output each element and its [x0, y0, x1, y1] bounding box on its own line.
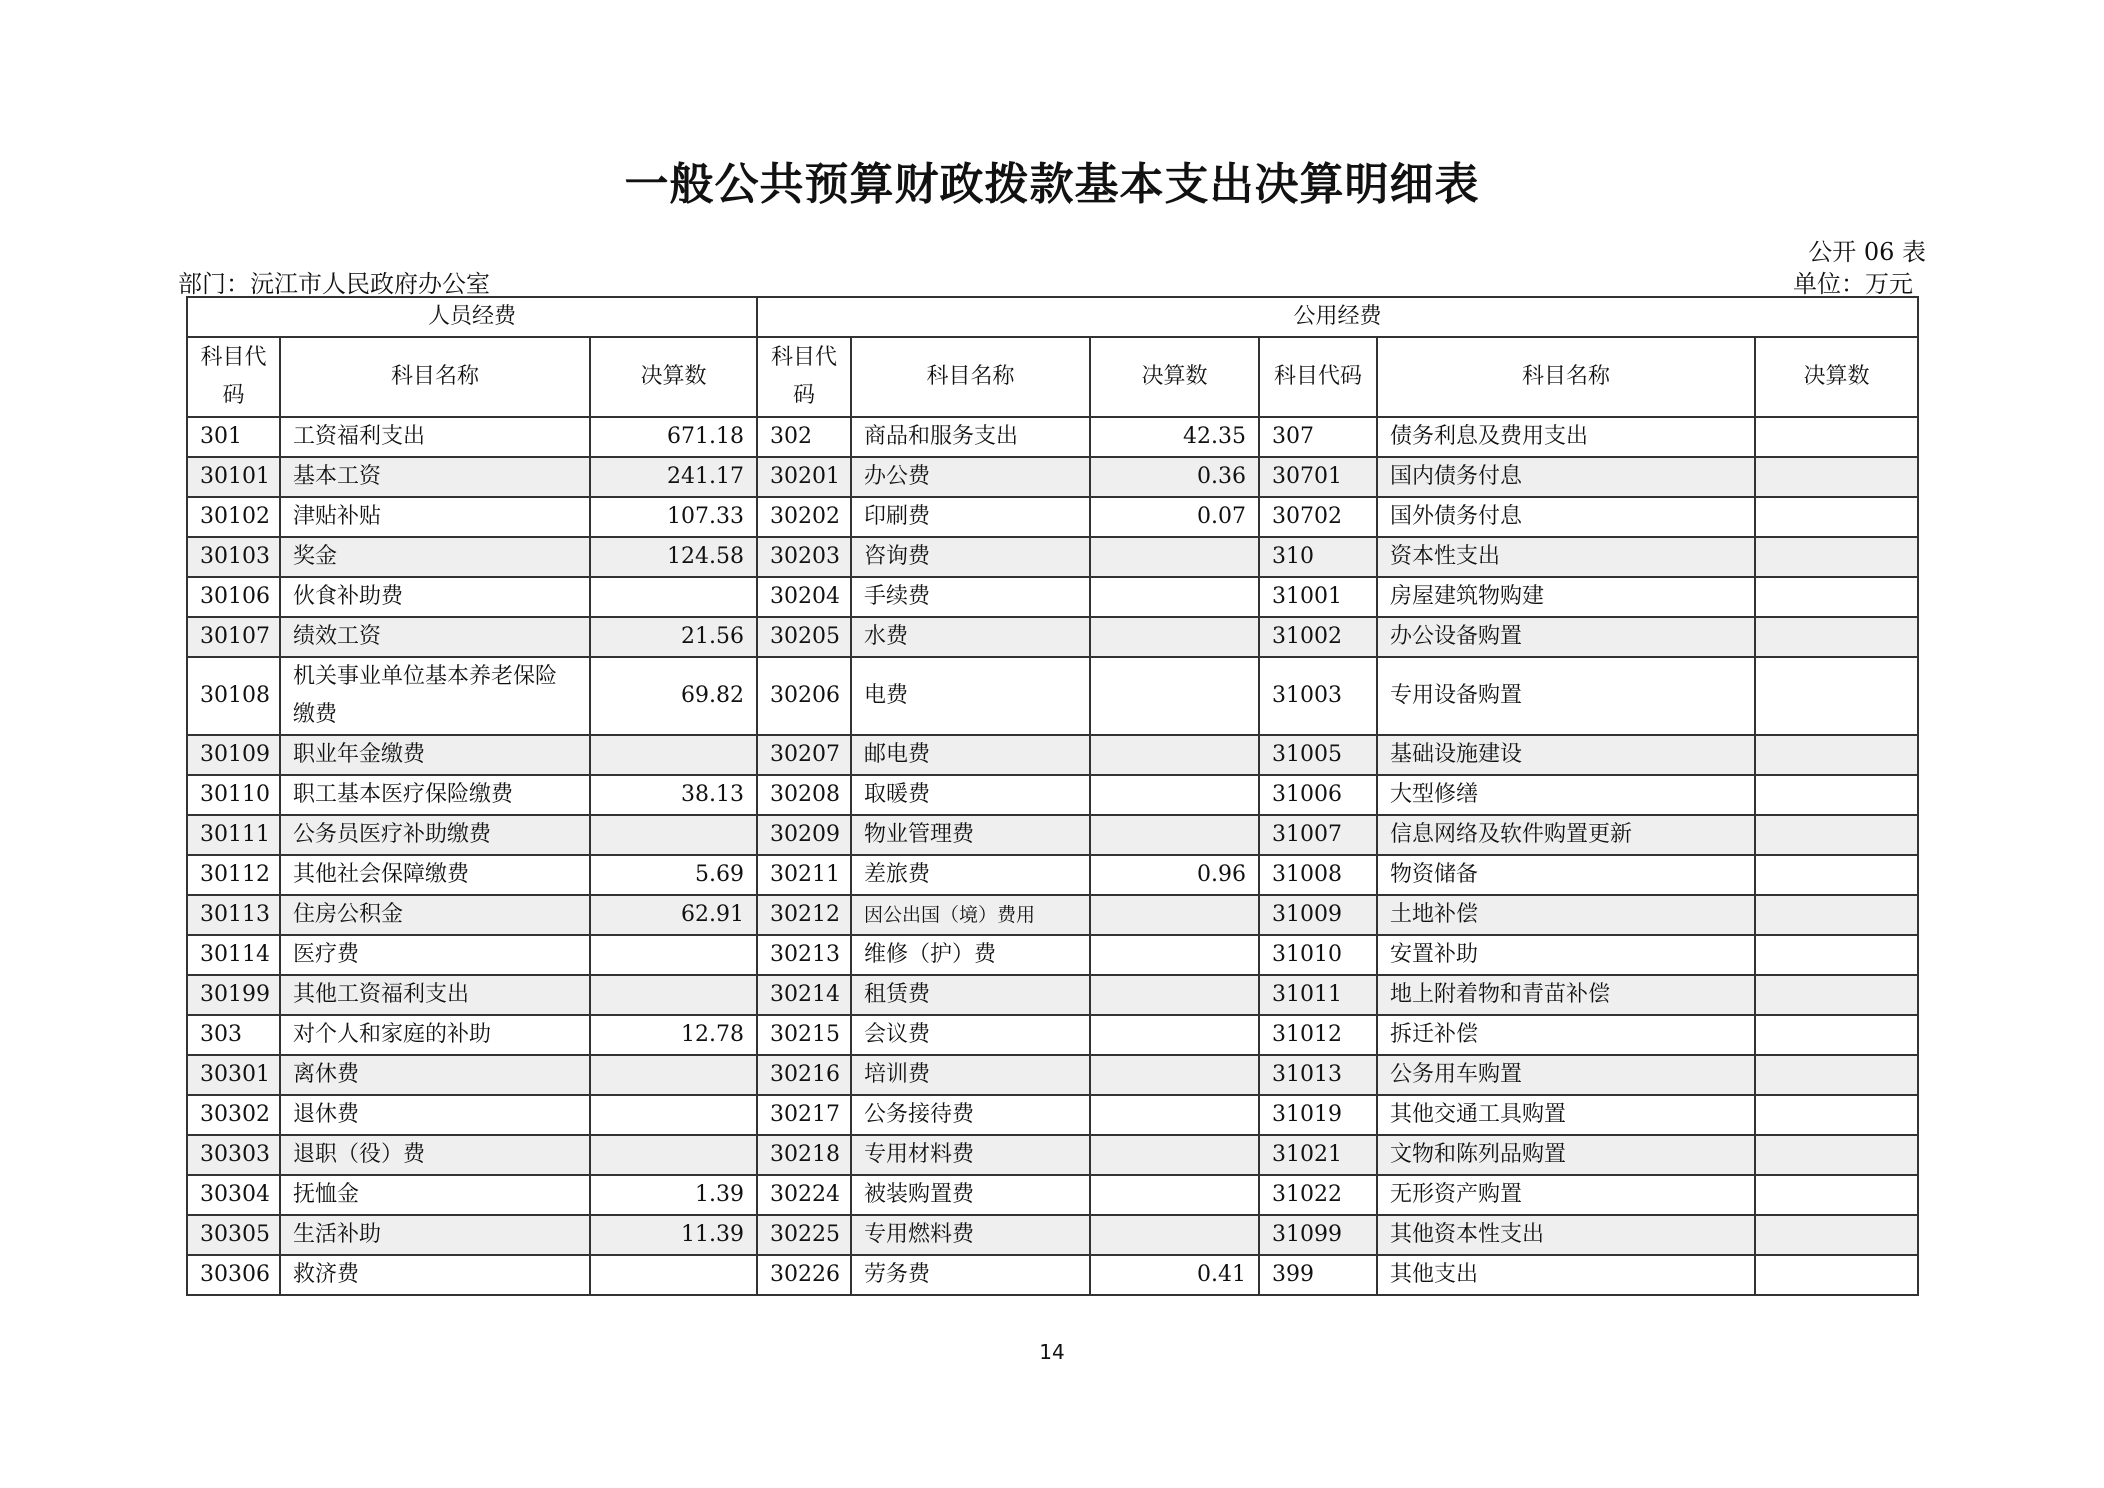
code-capital: 31001 — [1259, 577, 1377, 617]
code-capital: 31099 — [1259, 1215, 1377, 1255]
name-goods: 维修（护）费 — [851, 935, 1090, 975]
header-code-a: 科目代码 — [187, 337, 280, 417]
table-row — [187, 775, 1918, 815]
amount-capital — [1755, 1255, 1918, 1295]
page-number: 14 — [1039, 1340, 1065, 1364]
amount-goods — [1090, 657, 1259, 735]
name-personnel: 退休费 — [280, 1095, 590, 1135]
code-goods: 30213 — [757, 935, 851, 975]
name-capital: 债务利息及费用支出 — [1377, 417, 1755, 457]
name-personnel: 退职（役）费 — [280, 1135, 590, 1175]
amount-personnel — [590, 935, 757, 975]
name-personnel: 对个人和家庭的补助 — [280, 1015, 590, 1055]
code-capital: 31002 — [1259, 617, 1377, 657]
code-personnel: 30305 — [187, 1215, 280, 1255]
name-capital: 专用设备购置 — [1377, 657, 1755, 735]
department-label: 部门：沅江市人民政府办公室 — [178, 270, 490, 298]
amount-goods — [1090, 1095, 1259, 1135]
name-goods: 专用燃料费 — [851, 1215, 1090, 1255]
name-personnel: 绩效工资 — [280, 617, 590, 657]
name-goods: 咨询费 — [851, 537, 1090, 577]
code-capital: 31008 — [1259, 855, 1377, 895]
amount-capital — [1755, 617, 1918, 657]
table-row — [187, 975, 1918, 1015]
amount-personnel: 38.13 — [590, 775, 757, 815]
header-code-b: 科目代码 — [757, 337, 851, 417]
code-personnel: 30111 — [187, 815, 280, 855]
name-capital: 大型修缮 — [1377, 775, 1755, 815]
amount-personnel: 69.82 — [590, 657, 757, 735]
name-goods: 印刷费 — [851, 497, 1090, 537]
code-capital: 30701 — [1259, 457, 1377, 497]
amount-capital — [1755, 855, 1918, 895]
code-goods: 30207 — [757, 735, 851, 775]
amount-personnel — [590, 1135, 757, 1175]
name-capital: 土地补偿 — [1377, 895, 1755, 935]
amount-personnel: 107.33 — [590, 497, 757, 537]
amount-personnel: 62.91 — [590, 895, 757, 935]
amount-goods: 0.07 — [1090, 497, 1259, 537]
amount-goods: 0.41 — [1090, 1255, 1259, 1295]
amount-personnel — [590, 1095, 757, 1135]
code-personnel: 301 — [187, 417, 280, 457]
code-goods: 30212 — [757, 895, 851, 935]
name-capital: 国外债务付息 — [1377, 497, 1755, 537]
amount-goods — [1090, 815, 1259, 855]
name-goods: 邮电费 — [851, 735, 1090, 775]
amount-capital — [1755, 497, 1918, 537]
amount-goods — [1090, 895, 1259, 935]
amount-personnel: 124.58 — [590, 537, 757, 577]
table-row — [187, 417, 1918, 457]
name-personnel: 其他社会保障缴费 — [280, 855, 590, 895]
code-personnel: 30109 — [187, 735, 280, 775]
name-capital: 基础设施建设 — [1377, 735, 1755, 775]
code-personnel: 30101 — [187, 457, 280, 497]
code-personnel: 30114 — [187, 935, 280, 975]
code-goods: 30211 — [757, 855, 851, 895]
name-capital: 资本性支出 — [1377, 537, 1755, 577]
name-personnel: 职业年金缴费 — [280, 735, 590, 775]
code-personnel: 30302 — [187, 1095, 280, 1135]
unit-label: 单位：万元 — [1793, 270, 1913, 298]
name-personnel: 职工基本医疗保险缴费 — [280, 775, 590, 815]
name-goods: 物业管理费 — [851, 815, 1090, 855]
name-capital: 其他支出 — [1377, 1255, 1755, 1295]
code-personnel: 30303 — [187, 1135, 280, 1175]
code-goods: 30205 — [757, 617, 851, 657]
amount-capital — [1755, 895, 1918, 935]
amount-capital — [1755, 417, 1918, 457]
code-capital: 31011 — [1259, 975, 1377, 1015]
name-personnel: 救济费 — [280, 1255, 590, 1295]
code-personnel: 30106 — [187, 577, 280, 617]
code-capital: 31005 — [1259, 735, 1377, 775]
expenditure-table — [186, 296, 1919, 1296]
code-personnel: 30107 — [187, 617, 280, 657]
name-capital: 物资储备 — [1377, 855, 1755, 895]
name-capital: 文物和陈列品购置 — [1377, 1135, 1755, 1175]
code-goods: 302 — [757, 417, 851, 457]
amount-personnel: 12.78 — [590, 1015, 757, 1055]
table-row — [187, 1175, 1918, 1215]
amount-personnel: 241.17 — [590, 457, 757, 497]
amount-capital — [1755, 577, 1918, 617]
name-capital: 其他交通工具购置 — [1377, 1095, 1755, 1135]
amount-personnel: 5.69 — [590, 855, 757, 895]
name-goods: 手续费 — [851, 577, 1090, 617]
name-personnel: 抚恤金 — [280, 1175, 590, 1215]
amount-goods — [1090, 1135, 1259, 1175]
name-goods: 办公费 — [851, 457, 1090, 497]
name-personnel: 基本工资 — [280, 457, 590, 497]
group-public: 公用经费 — [757, 297, 1918, 337]
table-row — [187, 815, 1918, 855]
code-capital: 31007 — [1259, 815, 1377, 855]
name-capital: 国内债务付息 — [1377, 457, 1755, 497]
column-header-row — [187, 337, 1918, 417]
amount-goods — [1090, 935, 1259, 975]
table-row — [187, 1015, 1918, 1055]
code-goods: 30203 — [757, 537, 851, 577]
code-personnel: 30110 — [187, 775, 280, 815]
table-row — [187, 457, 1918, 497]
amount-goods — [1090, 1055, 1259, 1095]
amount-goods: 0.96 — [1090, 855, 1259, 895]
code-goods: 30215 — [757, 1015, 851, 1055]
table-row — [187, 735, 1918, 775]
code-personnel: 30304 — [187, 1175, 280, 1215]
amount-capital — [1755, 1135, 1918, 1175]
code-capital: 31012 — [1259, 1015, 1377, 1055]
name-personnel: 公务员医疗补助缴费 — [280, 815, 590, 855]
amount-goods — [1090, 1215, 1259, 1255]
table-row — [187, 577, 1918, 617]
code-personnel: 30108 — [187, 657, 280, 735]
code-capital: 31010 — [1259, 935, 1377, 975]
code-goods: 30204 — [757, 577, 851, 617]
header-code-c: 科目代码 — [1259, 337, 1377, 417]
name-capital: 办公设备购置 — [1377, 617, 1755, 657]
amount-capital — [1755, 1055, 1918, 1095]
amount-personnel: 671.18 — [590, 417, 757, 457]
name-goods: 公务接待费 — [851, 1095, 1090, 1135]
code-goods: 30202 — [757, 497, 851, 537]
header-name-b: 科目名称 — [851, 337, 1090, 417]
code-capital: 31021 — [1259, 1135, 1377, 1175]
code-capital: 30702 — [1259, 497, 1377, 537]
name-capital: 无形资产购置 — [1377, 1175, 1755, 1215]
name-goods: 因公出国（境）费用 — [851, 895, 1090, 935]
name-capital: 拆迁补偿 — [1377, 1015, 1755, 1055]
table-row — [187, 1095, 1918, 1135]
code-capital: 310 — [1259, 537, 1377, 577]
name-capital: 安置补助 — [1377, 935, 1755, 975]
name-personnel: 医疗费 — [280, 935, 590, 975]
amount-goods — [1090, 617, 1259, 657]
header-name-c: 科目名称 — [1377, 337, 1755, 417]
name-goods: 劳务费 — [851, 1255, 1090, 1295]
amount-goods — [1090, 1015, 1259, 1055]
code-personnel: 30301 — [187, 1055, 280, 1095]
code-capital: 31019 — [1259, 1095, 1377, 1135]
form-number: 公开 06 表 — [1808, 238, 1926, 266]
header-amount-c: 决算数 — [1755, 337, 1918, 417]
table-row — [187, 1135, 1918, 1175]
amount-personnel: 11.39 — [590, 1215, 757, 1255]
name-goods: 专用材料费 — [851, 1135, 1090, 1175]
amount-personnel — [590, 735, 757, 775]
table-row — [187, 537, 1918, 577]
amount-personnel — [590, 975, 757, 1015]
table-row — [187, 497, 1918, 537]
amount-goods: 42.35 — [1090, 417, 1259, 457]
name-personnel: 机关事业单位基本养老保险缴费 — [280, 657, 590, 735]
code-capital: 31013 — [1259, 1055, 1377, 1095]
code-goods: 30218 — [757, 1135, 851, 1175]
code-personnel: 30103 — [187, 537, 280, 577]
code-personnel: 30113 — [187, 895, 280, 935]
code-goods: 30201 — [757, 457, 851, 497]
amount-goods — [1090, 1175, 1259, 1215]
table-row — [187, 1215, 1918, 1255]
name-goods: 租赁费 — [851, 975, 1090, 1015]
name-personnel: 奖金 — [280, 537, 590, 577]
code-goods: 30209 — [757, 815, 851, 855]
name-capital: 房屋建筑物购建 — [1377, 577, 1755, 617]
amount-personnel — [590, 577, 757, 617]
amount-personnel: 1.39 — [590, 1175, 757, 1215]
code-personnel: 303 — [187, 1015, 280, 1055]
table-row — [187, 1055, 1918, 1095]
amount-goods — [1090, 775, 1259, 815]
name-personnel: 伙食补助费 — [280, 577, 590, 617]
name-capital: 信息网络及软件购置更新 — [1377, 815, 1755, 855]
amount-capital — [1755, 1095, 1918, 1135]
amount-capital — [1755, 457, 1918, 497]
amount-goods — [1090, 537, 1259, 577]
code-goods: 30216 — [757, 1055, 851, 1095]
name-goods: 水费 — [851, 617, 1090, 657]
amount-capital — [1755, 935, 1918, 975]
code-personnel: 30306 — [187, 1255, 280, 1295]
header-amount-a: 决算数 — [590, 337, 757, 417]
table-row — [187, 895, 1918, 935]
code-goods: 30225 — [757, 1215, 851, 1255]
amount-personnel — [590, 1255, 757, 1295]
code-goods: 30208 — [757, 775, 851, 815]
header-amount-b: 决算数 — [1090, 337, 1259, 417]
name-capital: 其他资本性支出 — [1377, 1215, 1755, 1255]
code-capital: 31006 — [1259, 775, 1377, 815]
name-goods: 取暖费 — [851, 775, 1090, 815]
amount-goods — [1090, 735, 1259, 775]
amount-goods: 0.36 — [1090, 457, 1259, 497]
amount-goods — [1090, 577, 1259, 617]
code-goods: 30226 — [757, 1255, 851, 1295]
name-goods: 差旅费 — [851, 855, 1090, 895]
amount-capital — [1755, 815, 1918, 855]
code-personnel: 30102 — [187, 497, 280, 537]
name-goods: 会议费 — [851, 1015, 1090, 1055]
table-row — [187, 855, 1918, 895]
amount-capital — [1755, 537, 1918, 577]
name-goods: 培训费 — [851, 1055, 1090, 1095]
table-row — [187, 657, 1918, 735]
group-personnel: 人员经费 — [187, 297, 757, 337]
name-personnel: 生活补助 — [280, 1215, 590, 1255]
code-goods: 30217 — [757, 1095, 851, 1135]
amount-capital — [1755, 975, 1918, 1015]
amount-goods — [1090, 975, 1259, 1015]
page-title: 一般公共预算财政拨款基本支出决算明细表 — [624, 159, 1480, 210]
name-goods: 电费 — [851, 657, 1090, 735]
code-goods: 30224 — [757, 1175, 851, 1215]
name-personnel: 津贴补贴 — [280, 497, 590, 537]
name-goods: 被装购置费 — [851, 1175, 1090, 1215]
table-row — [187, 935, 1918, 975]
table-row — [187, 1255, 1918, 1295]
name-personnel: 其他工资福利支出 — [280, 975, 590, 1015]
name-personnel: 工资福利支出 — [280, 417, 590, 457]
code-capital: 31022 — [1259, 1175, 1377, 1215]
name-capital: 地上附着物和青苗补偿 — [1377, 975, 1755, 1015]
code-goods: 30206 — [757, 657, 851, 735]
name-personnel: 住房公积金 — [280, 895, 590, 935]
code-goods: 30214 — [757, 975, 851, 1015]
amount-capital — [1755, 1215, 1918, 1255]
code-capital: 31003 — [1259, 657, 1377, 735]
amount-personnel — [590, 1055, 757, 1095]
code-capital: 399 — [1259, 1255, 1377, 1295]
code-personnel: 30112 — [187, 855, 280, 895]
amount-capital — [1755, 1015, 1918, 1055]
name-personnel: 离休费 — [280, 1055, 590, 1095]
name-goods: 商品和服务支出 — [851, 417, 1090, 457]
code-capital: 31009 — [1259, 895, 1377, 935]
name-capital: 公务用车购置 — [1377, 1055, 1755, 1095]
amount-personnel: 21.56 — [590, 617, 757, 657]
code-capital: 307 — [1259, 417, 1377, 457]
amount-capital — [1755, 735, 1918, 775]
code-personnel: 30199 — [187, 975, 280, 1015]
group-header-row — [187, 297, 1918, 337]
amount-capital — [1755, 775, 1918, 815]
amount-personnel — [590, 815, 757, 855]
amount-capital — [1755, 657, 1918, 735]
table-row — [187, 617, 1918, 657]
amount-capital — [1755, 1175, 1918, 1215]
header-name-a: 科目名称 — [280, 337, 590, 417]
